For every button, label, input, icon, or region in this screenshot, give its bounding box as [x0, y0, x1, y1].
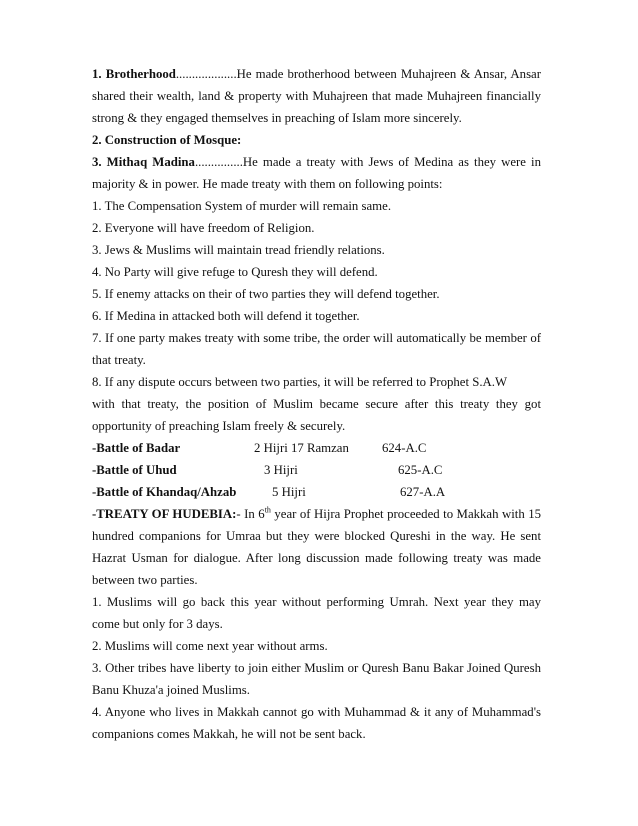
mithaq-heading: 3. Mithaq Madina [92, 155, 195, 169]
battle-name: -Battle of Uhud [92, 463, 177, 477]
brotherhood-paragraph [92, 63, 541, 129]
hudebia-sup: th [264, 505, 271, 515]
mosque-heading [92, 129, 541, 151]
mosque-heading-text: 2. Construction of Mosque: [92, 133, 242, 147]
mithaq-point: 4. No Party will give refuge to Quresh they will defend. [92, 265, 378, 279]
battle-ad: 624-A.C [382, 441, 427, 455]
mithaq-point: 5. If enemy attacks on their of two parties they will defend together. [92, 287, 440, 301]
hudebia-point: 3. Other tribes have liberty to join either Muslim or Quresh Banu Bakar Joined Quresh Banu Khuza'a joined Muslims. [92, 661, 541, 697]
battle-row [92, 437, 541, 459]
battle-ad: 625-A.C [398, 463, 443, 477]
mithaq-closing: with that treaty, the position of Muslim became secure after this treaty they got opportunity of preaching Islam freely & securely. [92, 397, 541, 433]
document-page [92, 63, 541, 745]
hudebia-pre: - In 6 [236, 507, 265, 521]
battle-name: -Battle of Khandaq/Ahzab [92, 485, 237, 499]
brotherhood-text: ...................He made brotherhood between Muhajreen & Ansar, Ansar shared their wealth, land & property with Muhajreen that made Muhajreen financially strong & they engaged themselves in preaching of Islam more sincerely. [92, 67, 541, 125]
mithaq-point: 1. The Compensation System of murder will remain same. [92, 199, 392, 213]
hudebia-point: 4. Anyone who lives in Makkah cannot go with Muhammad & it any of Muhammad's companions comes Makkah, he will not be sent back. [92, 705, 541, 741]
mithaq-point: 6. If Medina in attacked both will defend it together. [92, 309, 360, 323]
brotherhood-heading: 1. Brotherhood [92, 67, 176, 81]
hudebia-heading: -TREATY OF HUDEBIA: [92, 507, 237, 521]
hudebia-paragraph [92, 503, 541, 591]
hudebia-text: year of Hijra Prophet proceeded to Makkah with 15 hundred companions for Umraa but they were blocked Qureshi in the way. He sent Hazrat Usman for dialogue. After long discussion made following treaty was made between two parties. [92, 507, 541, 587]
mithaq-point: 8. If any dispute occurs between two parties, it will be referred to Prophet S.A.W [92, 375, 508, 389]
hudebia-point: 1. Muslims will go back this year without performing Umrah. Next year they may come but only for 3 days. [92, 595, 541, 631]
battle-hijri: 3 Hijri [264, 463, 298, 477]
battle-hijri: 5 Hijri [272, 485, 306, 499]
battle-name: -Battle of Badar [92, 441, 181, 455]
mithaq-paragraph [92, 151, 541, 195]
battle-row [92, 459, 541, 481]
mithaq-point: 3. Jews & Muslims will maintain tread friendly relations. [92, 243, 385, 257]
mithaq-text: ...............He made a treaty with Jews of Medina as they were in majority & in power. He made treaty with them on following points: [92, 155, 541, 191]
mithaq-point: 2. Everyone will have freedom of Religion. [92, 221, 315, 235]
hudebia-point: 2. Muslims will come next year without arms. [92, 639, 328, 653]
battle-ad: 627-A.A [400, 485, 446, 499]
battle-row [92, 481, 541, 503]
mithaq-point: 7. If one party makes treaty with some tribe, the order will automatically be member of that treaty. [92, 331, 541, 367]
battle-hijri: 2 Hijri 17 Ramzan [254, 441, 349, 455]
